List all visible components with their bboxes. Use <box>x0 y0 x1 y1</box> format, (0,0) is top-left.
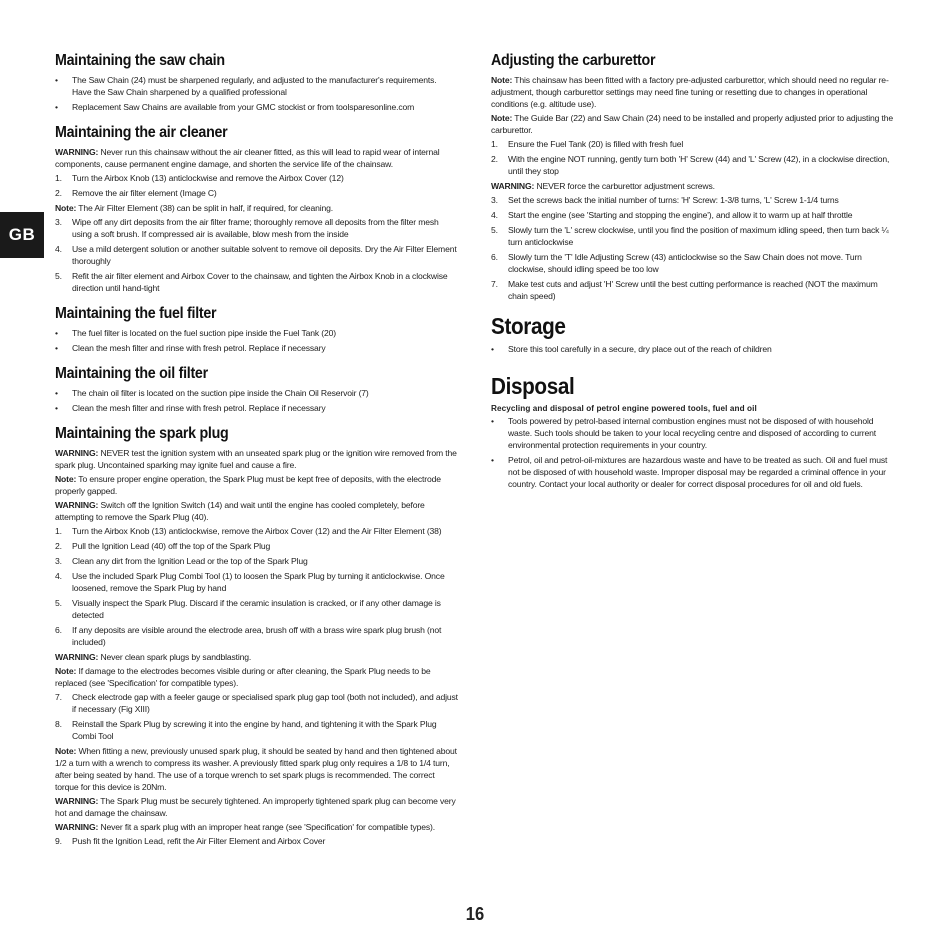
list-item-text: Use a mild detergent solution or another suitable solvent to remove oil deposits. Dry the Air Filter Element thoroughly <box>72 244 457 266</box>
list-marker: 1. <box>491 139 498 149</box>
bullet-list <box>55 74 458 113</box>
list-marker: • <box>55 403 58 413</box>
warning-text: Never fit a spark plug with an improper heat range (see 'Specification' for compatible types). <box>98 822 435 832</box>
list-item-text: Remove the air filter element (Image C) <box>72 188 217 198</box>
section-title: Disposal <box>491 373 575 399</box>
list-item <box>55 216 458 240</box>
list-item-text: Push fit the Ignition Lead, refit the Air Filter Element and Airbox Cover <box>72 836 326 846</box>
note-paragraph <box>55 202 458 214</box>
list-marker: 1. <box>55 526 62 536</box>
note-label: Note: <box>55 746 77 756</box>
warning-text: Never run this chainsaw without the air cleaner fitted, as this will lead to rapid wear of internal components, cause permanent engine damage, and shorten the service life of the chainsaw. <box>55 147 440 169</box>
warning-paragraph <box>55 146 458 170</box>
note-paragraph <box>491 112 896 136</box>
list-item-text: Turn the Airbox Knob (13) anticlockwise, remove the Airbox Cover (12) and the Air Filter Element (38) <box>72 526 442 536</box>
list-item-text: The chain oil filter is located on the suction pipe inside the Chain Oil Reservoir (7) <box>72 388 369 398</box>
list-item <box>55 172 458 184</box>
warning-label: WARNING: <box>55 448 99 458</box>
list-item-text: Slowly turn the 'T' Idle Adjusting Screw (43) anticlockwise so the Saw Chain does not move. Turn clockwise, should idling speed be too low <box>508 252 862 274</box>
list-item <box>55 597 458 621</box>
warning-text: Never clean spark plugs by sandblasting. <box>98 652 252 662</box>
list-item <box>55 525 458 537</box>
list-marker: 9. <box>55 836 62 846</box>
list-marker: • <box>55 328 58 338</box>
list-item <box>491 415 896 451</box>
list-item <box>491 454 896 490</box>
note-text: When fitting a new, previously unused spark plug, it should be seated by hand and then tightened about 1/2 a turn with a wrench to compress its washer. A previously fitted spark plug only requires a 1/8 to 1/4 turn, after being seated by hand. The use of a torque wrench to set spark plugs is recommended. The correct torque for this device is 20Nm. <box>55 746 457 792</box>
list-item <box>55 187 458 199</box>
section-disposal <box>491 373 896 490</box>
section-title: Maintaining the saw chain <box>55 52 225 69</box>
warning-label: WARNING: <box>55 796 99 806</box>
section-spark-plug <box>55 425 458 847</box>
list-item <box>55 243 458 267</box>
list-item <box>55 718 458 742</box>
note-label: Note: <box>491 75 513 85</box>
list-item-text: Clean any dirt from the Ignition Lead or the top of the Spark Plug <box>72 556 308 566</box>
list-marker: 5. <box>55 598 62 608</box>
list-item-text: Reinstall the Spark Plug by screwing it into the engine by hand, and tightening it with the Spark Plug Combi Tool <box>72 719 437 741</box>
list-item-text: Slowly turn the 'L' screw clockwise, until you find the position of maximum idling speed, then turn back ¼ turn anticlockwise <box>508 225 889 247</box>
bullet-list <box>491 343 896 355</box>
list-item <box>491 138 896 150</box>
list-item <box>491 194 896 206</box>
right-column <box>491 52 896 501</box>
list-marker: 2. <box>55 188 62 198</box>
bullet-list <box>55 387 458 414</box>
list-item-text: Clean the mesh filter and rinse with fresh petrol. Replace if necessary <box>72 403 326 413</box>
list-marker: • <box>491 416 494 426</box>
list-item <box>491 251 896 275</box>
list-item <box>55 327 458 339</box>
warning-paragraph <box>55 447 458 471</box>
list-item-text: Ensure the Fuel Tank (20) is filled with fresh fuel <box>508 139 684 149</box>
list-marker: 4. <box>55 244 62 254</box>
note-text: To ensure proper engine operation, the Spark Plug must be kept free of deposits, with the electrode properly gapped. <box>55 474 441 496</box>
note-text: If damage to the electrodes becomes visible during or after cleaning, the Spark Plug needs to be replaced (see 'Specification' for compatible types). <box>55 666 431 688</box>
note-label: Note: <box>491 113 513 123</box>
list-item <box>55 387 458 399</box>
list-item <box>55 270 458 294</box>
note-paragraph <box>55 473 458 497</box>
section-saw-chain <box>55 52 458 113</box>
list-item-text: Set the screws back the initial number of turns: 'H' Screw: 1-3/8 turns, 'L' Screw 1-1/4 turns <box>508 195 839 205</box>
list-marker: 2. <box>491 154 498 164</box>
list-item-text: If any deposits are visible around the electrode area, brush off with a brass wire spark plug brush (not included) <box>72 625 442 647</box>
list-marker: 6. <box>55 625 62 635</box>
language-tab <box>0 212 44 258</box>
numbered-list <box>491 138 896 177</box>
list-marker: 5. <box>55 271 62 281</box>
note-label: Note: <box>55 474 77 484</box>
language-tab-label: GB <box>8 225 36 244</box>
list-item-text: Turn the Airbox Knob (13) anticlockwise and remove the Airbox Cover (12) <box>72 173 344 183</box>
section-title: Maintaining the oil filter <box>55 365 208 382</box>
numbered-list <box>55 525 458 648</box>
list-marker: 4. <box>491 210 498 220</box>
numbered-list <box>55 172 458 199</box>
list-item <box>55 101 458 113</box>
list-item-text: The Saw Chain (24) must be sharpened regularly, and adjusted to the manufacturer's requirements. Have the Saw Chain sharpened by a qualified professional <box>72 75 437 97</box>
warning-text: NEVER force the carburettor adjustment screws. <box>534 181 715 191</box>
warning-paragraph <box>55 499 458 523</box>
list-marker: 2. <box>55 541 62 551</box>
section-title: Maintaining the fuel filter <box>55 305 217 322</box>
list-item-text: Replacement Saw Chains are available from your GMC stockist or from toolsparesonline.com <box>72 102 415 112</box>
list-item-text: Check electrode gap with a feeler gauge or specialised spark plug gap tool (both not included), and adjust if necessary (Fig XIII) <box>72 692 458 714</box>
list-item-text: With the engine NOT running, gently turn both 'H' Screw (44) and 'L' Screw (42), in a clockwise direction, until they stop <box>508 154 890 176</box>
section-oil-filter <box>55 365 458 414</box>
note-text: The Air Filter Element (38) can be split in half, if required, for cleaning. <box>76 203 333 213</box>
list-item <box>55 570 458 594</box>
note-paragraph <box>491 74 896 110</box>
note-paragraph <box>55 745 458 793</box>
list-marker: • <box>55 75 58 85</box>
list-item-text: Start the engine (see 'Starting and stopping the engine'), and allow it to warm up at half throttle <box>508 210 853 220</box>
list-item-text: Refit the air filter element and Airbox Cover to the chainsaw, and tighten the Airbox Knob in a clockwise direction until hand-tight <box>72 271 448 293</box>
warning-text: NEVER test the ignition system with an unseated spark plug or the ignition wire removed from the spark plug. Uncontained sparking may ignite fuel and cause a fire. <box>55 448 457 470</box>
list-item <box>491 343 896 355</box>
numbered-list <box>491 194 896 302</box>
numbered-list <box>55 216 458 294</box>
list-marker: 6. <box>491 252 498 262</box>
warning-paragraph <box>491 180 896 192</box>
page-number: 16 <box>465 904 485 924</box>
warning-label: WARNING: <box>55 500 99 510</box>
section-title: Maintaining the spark plug <box>55 425 229 442</box>
list-marker: • <box>491 344 494 354</box>
list-marker: • <box>491 455 494 465</box>
warning-paragraph <box>55 651 458 663</box>
list-marker: 3. <box>55 217 62 227</box>
list-marker: • <box>55 102 58 112</box>
list-item-text: Store this tool carefully in a secure, dry place out of the reach of children <box>508 344 772 354</box>
list-item <box>55 691 458 715</box>
left-column <box>55 52 458 858</box>
section-subtitle: Recycling and disposal of petrol engine powered tools, fuel and oil <box>491 403 757 413</box>
list-marker: 3. <box>491 195 498 205</box>
list-item <box>55 835 458 847</box>
list-marker: • <box>55 343 58 353</box>
list-item-text: Tools powered by petrol-based internal combustion engines must not be disposed of with household waste. Such tools should be taken to your local recycling centre and disposed of according to current environmental protection requirements in your country. <box>508 416 876 450</box>
note-label: Note: <box>55 666 77 676</box>
warning-text: Switch off the Ignition Switch (14) and wait until the engine has cooled completely, before attempting to remove the Spark Plug (40). <box>55 500 425 522</box>
list-item-text: Clean the mesh filter and rinse with fresh petrol. Replace if necessary <box>72 343 326 353</box>
section-air-cleaner <box>55 124 458 294</box>
note-paragraph <box>55 665 458 689</box>
list-marker: 7. <box>491 279 498 289</box>
section-fuel-filter <box>55 305 458 354</box>
list-item-text: Make test cuts and adjust 'H' Screw until the best cutting performance is reached (NOT the maximum chain speed) <box>508 279 878 301</box>
list-marker: 5. <box>491 225 498 235</box>
list-marker: 4. <box>55 571 62 581</box>
warning-text: The Spark Plug must be securely tightened. An improperly tightened spark plug can become very hot and damage the chainsaw. <box>55 796 456 818</box>
numbered-list <box>55 835 458 847</box>
note-label: Note: <box>55 203 77 213</box>
list-item-text: Petrol, oil and petrol-oil-mixtures are hazardous waste and have to be treated as such. Oil and fuel must not be disposed of with household waste. Improper disposal may be regarded a criminal offence in your country. Contact your local authority or dealer for correct disposal procedures for oil and old fuels. <box>508 455 888 489</box>
list-marker: 7. <box>55 692 62 702</box>
section-title: Adjusting the carburettor <box>491 52 656 69</box>
list-item-text: Visually inspect the Spark Plug. Discard if the ceramic insulation is cracked, or if any other damage is detected <box>72 598 441 620</box>
list-item <box>55 540 458 552</box>
list-marker: • <box>55 388 58 398</box>
list-item-text: Wipe off any dirt deposits from the air filter frame; thoroughly remove all deposits from the filter mesh using a soft brush. If compressed air is available, blow mesh from the inside <box>72 217 439 239</box>
warning-paragraph <box>55 821 458 833</box>
warning-paragraph <box>55 795 458 819</box>
list-item-text: Use the included Spark Plug Combi Tool (1) to loosen the Spark Plug by turning it anticlockwise. Once loosened, remove the Spark Plug by hand <box>72 571 445 593</box>
list-marker: 1. <box>55 173 62 183</box>
warning-label: WARNING: <box>55 652 99 662</box>
list-item <box>491 153 896 177</box>
numbered-list <box>55 691 458 742</box>
note-text: This chainsaw has been fitted with a factory pre-adjusted carburettor, which should need no regular re-adjustment, though carburettor settings may need fine tuning or resetting due to changes in operational conditions (e.g. altitude use). <box>491 75 889 109</box>
section-storage <box>491 313 896 355</box>
list-item <box>491 278 896 302</box>
list-marker: 3. <box>55 556 62 566</box>
list-item <box>55 402 458 414</box>
list-item-text: Pull the Ignition Lead (40) off the top of the Spark Plug <box>72 541 271 551</box>
list-item <box>55 342 458 354</box>
warning-label: WARNING: <box>55 822 99 832</box>
list-item <box>55 74 458 98</box>
bullet-list <box>55 327 458 354</box>
note-text: The Guide Bar (22) and Saw Chain (24) need to be installed and properly adjusted prior to adjusting the carburettor. <box>491 113 893 135</box>
list-item <box>491 209 896 221</box>
warning-label: WARNING: <box>491 181 535 191</box>
list-item <box>55 555 458 567</box>
list-marker: 8. <box>55 719 62 729</box>
bullet-list <box>491 415 896 490</box>
section-title: Storage <box>491 313 566 339</box>
list-item <box>491 224 896 248</box>
list-item-text: The fuel filter is located on the fuel suction pipe inside the Fuel Tank (20) <box>72 328 336 338</box>
section-carburettor <box>491 52 896 302</box>
section-title: Maintaining the air cleaner <box>55 124 228 141</box>
warning-label: WARNING: <box>55 147 99 157</box>
list-item <box>55 624 458 648</box>
